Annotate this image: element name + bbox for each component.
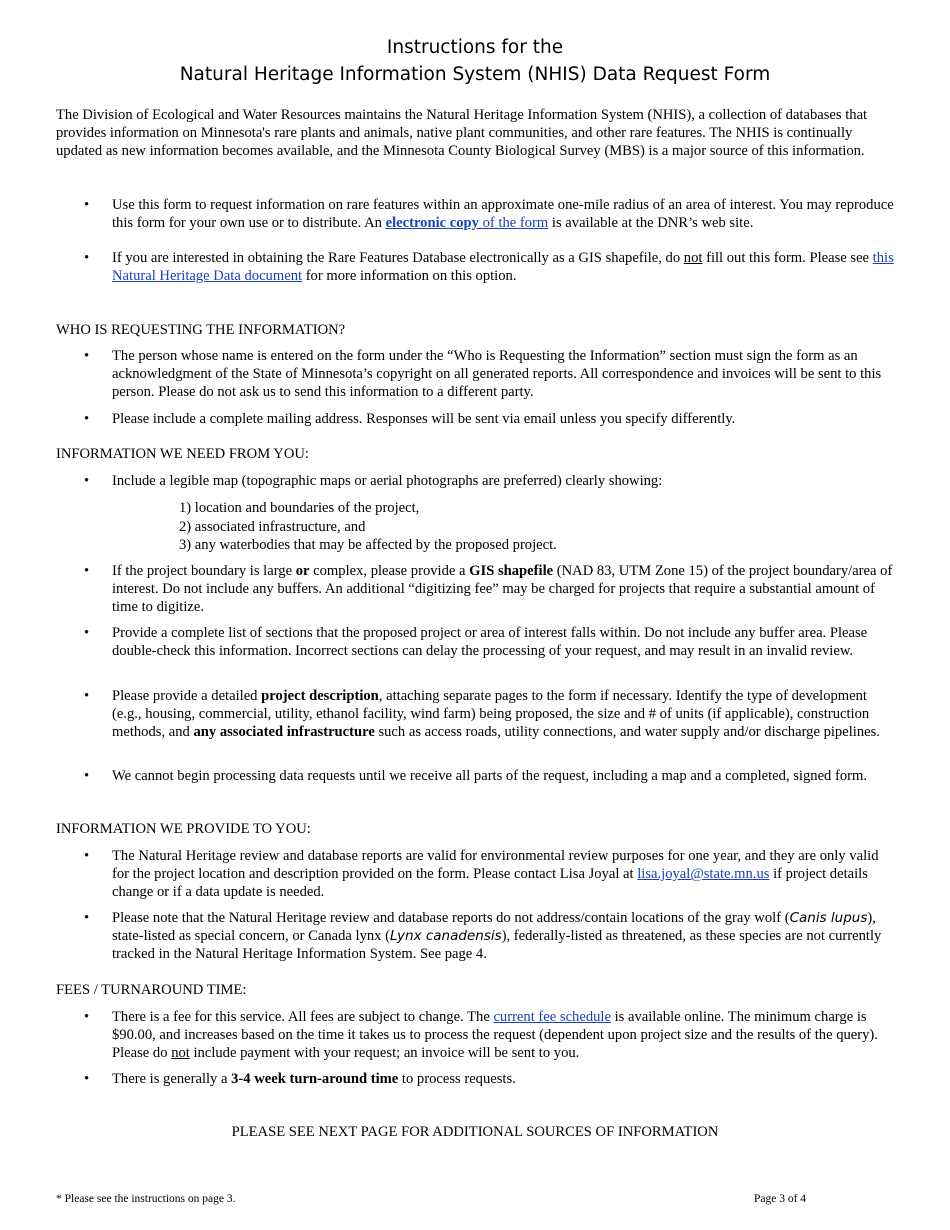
bullet-text: complex, please provide a	[309, 563, 470, 579]
bullet-icon: •	[84, 473, 90, 489]
bullet-icon: •	[84, 625, 90, 641]
bold-text: 3-4 week turn-around time	[231, 1071, 399, 1087]
bullet-text: is available online. The minimum charge is $90.00, and increases based on the time it takes us to process the request (dependent upon project size and the results of the query). Please do	[112, 1009, 878, 1061]
list-item: 1) location and boundaries of the project,	[179, 500, 420, 516]
bullet-text: (NAD 83, UTM Zone 15) of the project boundary/area of interest. Do not include any buffers. An additional “digitizing fee” may be charged for projects that require a substantial amount of time to digitize.	[112, 563, 893, 615]
species-name: Canis lupus	[789, 910, 868, 926]
bullet-turnaround	[112, 1070, 897, 1088]
bullet-icon: •	[84, 197, 90, 213]
bullet-icon: •	[84, 688, 90, 704]
bullet-text: if project details change or if a data update is needed.	[112, 866, 868, 900]
bullet-mailing-address: Please include a complete mailing address. Responses will be sent via email unless you specify differently.	[112, 411, 736, 427]
list-item: 3) any waterbodies that may be affected by the proposed project.	[179, 537, 557, 553]
link-bold-text: electronic copy	[385, 215, 479, 231]
bullet-text: The Natural Heritage review and database reports are valid for environmental review purposes for one year, and they are only valid for the project location and description provided on the form. Please contact Lisa Joyal at	[112, 848, 879, 882]
bullet-processing: We cannot begin processing data requests until we receive all parts of the request, including a map and a completed, signed form.	[112, 768, 868, 784]
electronic-copy-link[interactable]	[386, 215, 549, 231]
species-name: Lynx canadensis	[390, 928, 502, 944]
intro-paragraph: The Division of Ecological and Water Resources maintains the Natural Heritage Information System (NHIS), a collection of databases that provides information on Minnesota's rare plants and animals, native plant communities, and other rare features. The NHIS is continually updated as new information becomes available, and the Minnesota County Biological Survey (MBS) is a major source of this information.	[56, 107, 868, 159]
page-number: Page 3 of 4	[754, 1193, 807, 1205]
bullet-text: such as access roads, utility connections, and water supply and/or discharge pipelines.	[374, 724, 880, 740]
title-line-1: Instructions for the	[386, 37, 564, 58]
underlined-not: not	[683, 250, 703, 266]
bold-text: project description	[261, 688, 379, 704]
bullet-validity	[112, 847, 897, 901]
bullet-text: for more information on this option.	[302, 268, 517, 284]
title-line-2: Natural Heritage Information System (NHIS) Data Request Form	[179, 64, 771, 85]
bullet-electronic-copy	[112, 196, 897, 232]
bullet-text: is available at the DNR’s web site.	[548, 215, 754, 231]
bullet-project-description	[112, 687, 897, 741]
section-heading-fees: FEES / TURNAROUND TIME:	[56, 982, 247, 998]
footer-note: * Please see the instructions on page 3.	[56, 1193, 236, 1205]
bullet-gis-shapefile	[112, 249, 897, 285]
bullet-text: There is generally a	[112, 1071, 232, 1087]
bullet-icon: •	[84, 910, 90, 926]
bullet-text: Please note that the Natural Heritage review and database reports do not address/contain locations of the gray wolf (	[112, 910, 790, 926]
bullet-icon: •	[84, 1071, 90, 1087]
bullet-icon: •	[84, 348, 90, 364]
bullet-icon: •	[84, 1009, 90, 1025]
fee-schedule-link[interactable]: current fee schedule	[493, 1009, 611, 1025]
section-heading-provide: INFORMATION WE PROVIDE TO YOU:	[56, 821, 311, 837]
bullet-icon: •	[84, 411, 90, 427]
bullet-fee	[112, 1008, 897, 1062]
bullet-icon: •	[84, 848, 90, 864]
bullet-text: to process requests.	[398, 1071, 516, 1087]
bullet-signature: The person whose name is entered on the form under the “Who is Requesting the Information” section must sign the form as an acknowledgment of the State of Minnesota’s copyright on all generated reports. All correspondence and invoices will be sent to this person. Please do not ask us to send this information to a different party.	[112, 348, 882, 400]
email-link[interactable]: lisa.joyal@state.mn.us	[637, 866, 770, 882]
bullet-icon: •	[84, 250, 90, 266]
page-title	[0, 34, 950, 88]
bullet-map: Include a legible map (topographic maps or aerial photographs are preferred) clearly showing:	[112, 473, 663, 489]
bullet-icon: •	[84, 563, 90, 579]
next-page-note: PLEASE SEE NEXT PAGE FOR ADDITIONAL SOURCES OF INFORMATION	[231, 1124, 719, 1140]
bullet-text: If you are interested in obtaining the Rare Features Database electronically as a GIS shapefile, do	[112, 250, 684, 266]
bullet-text: Use this form to request information on rare features within an approximate one-mile radius of an area of interest. You may reproduce this form for your own use or to distribute. An	[112, 197, 894, 231]
map-requirements-list	[179, 499, 557, 555]
bullet-text: fill out this form. Please see	[702, 250, 873, 266]
bold-text: or	[295, 563, 310, 579]
underlined-not: not	[171, 1045, 190, 1061]
natural-heritage-data-link[interactable]: this Natural Heritage Data document	[112, 250, 894, 284]
bullet-icon: •	[84, 768, 90, 784]
bullet-sections: Provide a complete list of sections that the proposed project or area of interest falls within. Do not include any buffer area. Please double-check this information. Incorrect sections can delay the processing of your request, and may result in an invalid review.	[112, 625, 868, 659]
bullet-text: include payment with your request; an invoice will be sent to you.	[189, 1045, 580, 1061]
bullet-text: , attaching separate pages to the form if necessary. Identify the type of development (e.g., housing, commercial, utility, ethanol facility, wind farm) being proposed, the size and # of units (if applicable), construction methods, and	[112, 688, 870, 740]
section-heading-need: INFORMATION WE NEED FROM YOU:	[56, 446, 309, 462]
section-heading-who: WHO IS REQUESTING THE INFORMATION?	[56, 322, 346, 338]
bullet-gis-boundary	[112, 562, 897, 616]
bullet-species-note	[112, 909, 897, 963]
bullet-text: ), federally-listed as threatened, as these species are not currently tracked in the Natural Heritage Information System. See page 4.	[112, 928, 882, 962]
bold-text: any associated infrastructure	[193, 724, 375, 740]
bullet-text: If the project boundary is large	[112, 563, 296, 579]
link-text: of the form	[478, 215, 549, 231]
list-item: 2) associated infrastructure, and	[179, 518, 366, 535]
bullet-text: ), state-listed as special concern, or Canada lynx (	[112, 910, 876, 944]
bold-text: GIS shapefile	[469, 563, 554, 579]
bullet-text: Please provide a detailed	[112, 688, 262, 704]
bullet-text: There is a fee for this service. All fees are subject to change. The	[112, 1009, 494, 1025]
